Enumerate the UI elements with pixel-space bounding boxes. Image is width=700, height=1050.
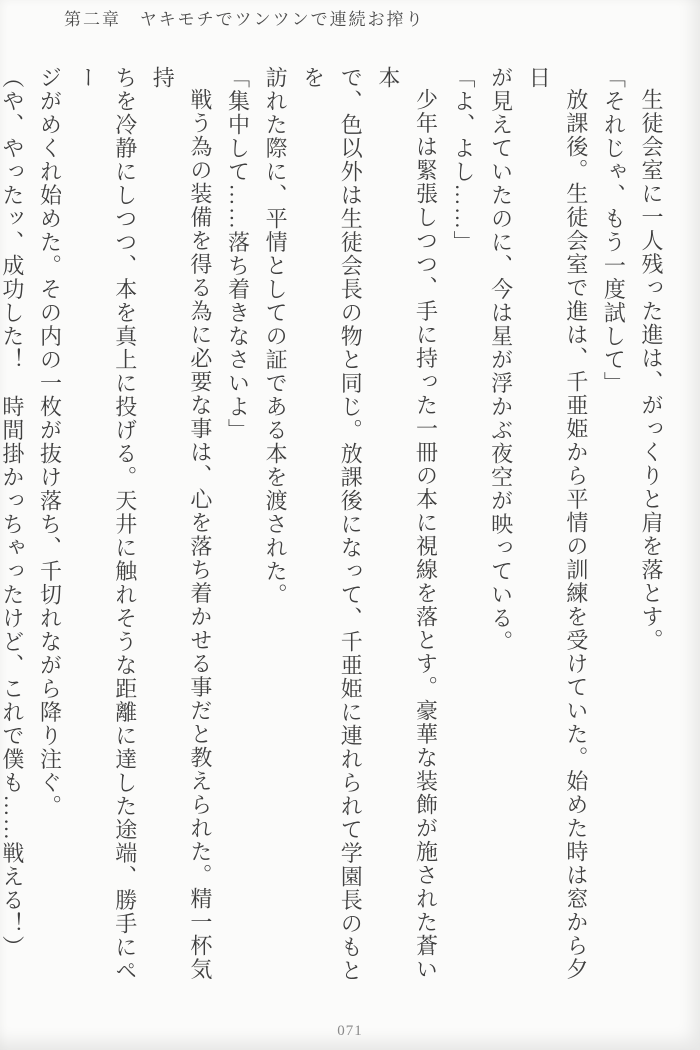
text-column: ちを冷静にしつつ、本を真上に投げる。天井に触れそうな距離に達した途端、勝手にペー <box>75 66 138 983</box>
text-column: 少年は緊張しつつ、手に持った一冊の本に視線を落とす。豪華な装飾が施された蒼い本 <box>375 66 439 981</box>
text-column: 生徒会室に一人残った進は、がっくりと肩を落とす。 <box>639 88 664 652</box>
chapter-number: 第二章 <box>64 10 121 29</box>
text-column: 放課後。生徒会室で進は、千亜姫から平情の訓練を受けていた。始めた時は窓から夕日 <box>526 66 589 981</box>
chapter-header <box>64 5 425 30</box>
text-column: 「集中して……落ち着きなさいよ」 <box>225 66 251 442</box>
text-column: 戦う為の装備を得る為に必要な事は、心を落ち着かせる事だと教えられた。精一杯気持 <box>150 66 213 981</box>
text-column: （や、やったッ、成功した！ 時間掛かっちゃったけど、これで僕も……戦える！） <box>0 66 25 959</box>
text-column: ジがめくれ始めた。その内の一枚が抜け落ち、千切れながら降り注ぐ。 <box>37 66 63 818</box>
text-column: が見えていたのに、今は星が浮かぶ夜空が映っている。 <box>488 66 514 654</box>
page-number: 071 <box>337 1023 363 1039</box>
text-column: 「それじゃ、もう一度試して」 <box>601 66 627 395</box>
text-column: 「よ、よし……」 <box>451 66 477 254</box>
text-column: で、色以外は生徒会長の物と同じ。放課後になって、千亜姫に連れられて学園長のもとを <box>300 66 364 983</box>
text-column: 訪れた際に、平情としての証である本を渡された。 <box>263 66 289 607</box>
main-text-block <box>0 66 670 1002</box>
chapter-title: ヤキモチでツンツンで連続お搾り <box>139 10 425 29</box>
